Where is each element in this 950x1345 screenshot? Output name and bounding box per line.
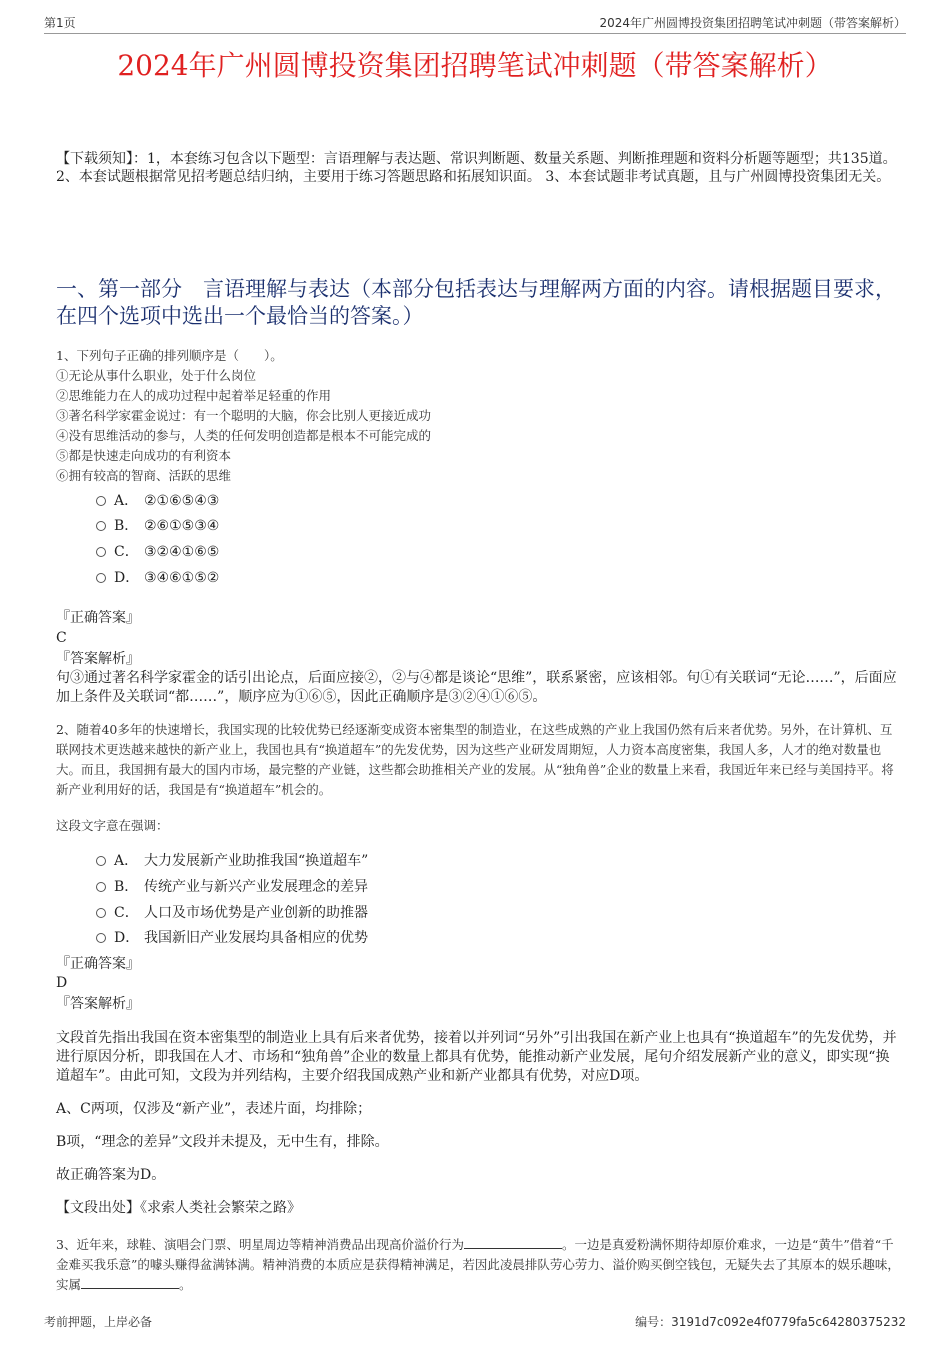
header-page-number: 第1页 [44, 16, 76, 30]
radio-icon[interactable] [96, 496, 106, 506]
page-title: 2024年广州圆博投资集团招聘笔试冲刺题（带答案解析） [117, 49, 833, 82]
radio-icon[interactable] [96, 882, 106, 892]
q2-answer-label: 『正确答案』 [56, 956, 140, 972]
q1-option-b[interactable]: B． ②⑥①⑤③④ [96, 516, 219, 536]
radio-icon[interactable] [96, 547, 106, 557]
fill-blank[interactable] [464, 1236, 562, 1249]
q1-sentence: ⑤都是快速走向成功的有利资本 [56, 448, 232, 463]
q2-analysis-label: 『答案解析』 [56, 996, 140, 1012]
q2-analysis: 文段首先指出我国在资本密集型的制造业上具有后来者优势，接着以并列词“另外”引出我国在新产业上也具有“换道超车”的先发优势，并进行原因分析，即我国在人才、市场和“独角兽”企业的数量上都具有优势，能推动新产业发展，尾句介绍发展新产业的意义，即实现“换道超车”。由此可知，文段为并列结构，主要介绍我国成熟产业和新产业都具有优势，对应D项。 [56, 1030, 897, 1084]
q2-note-a: A、C两项，仅涉及“新产业”，表述片面，均排除； [56, 1101, 372, 1117]
q2-note-b: B项，“理念的差异”文段并未提及，无中生有，排除。 [56, 1134, 389, 1150]
download-notice: 【下载须知】：1，本套练习包含以下题型：言语理解与表达题、常识判断题、数量关系题、判断推理题和资料分析题等题型；共135道。 2、本套试题根据常见招考题总结归纳，主要用于练习答题思路和拓展知识面。 3、本套试题非考试真题，且与广州圆博投资集团无关。 [56, 151, 897, 185]
q1-answer: C [56, 630, 67, 646]
radio-icon[interactable] [96, 573, 106, 583]
q1-option-d[interactable]: D． ③④⑥①⑤② [96, 568, 219, 588]
header-document-title: 2024年广州圆博投资集团招聘笔试冲刺题（带答案解析） [599, 16, 906, 30]
q2-stem: 2、随着40多年的快速增长，我国实现的比较优势已经逐渐变成资本密集型的制造业，在这些成熟的产业上我国仍然有后来者优势。另外，在计算机、互联网技术更迭越来越快的新产业上，我国也具有“换道超车”的先发优势，因为这些产业研发周期短，人力资本高度密集，我国人多，人才的绝对数量也大。而且，我国拥有最大的国内市场，最完整的产业链，这些都会助推相关产业的发展。从“独角兽”企业的数量上来看，我国近年来已经与美国持平。将新产业利用好的话，我国是有“换道超车”机会的。 [56, 722, 894, 797]
radio-icon[interactable] [96, 521, 106, 531]
q1-sentence: ③著名科学家霍金说过：有一个聪明的大脑，你会比别人更接近成功 [56, 408, 432, 423]
q1-option-c[interactable]: C． ③②④①⑥⑤ [96, 542, 219, 562]
q1-analysis-label: 『答案解析』 [56, 651, 140, 667]
radio-icon[interactable] [96, 908, 106, 918]
q2-prompt: 这段文字意在强调： [56, 818, 169, 833]
q2-source: 【文段出处】《求索人类社会繁荣之路》 [56, 1200, 301, 1216]
q2-conclusion: 故正确答案为D。 [56, 1167, 166, 1183]
q1-sentence: ④没有思维活动的参与，人类的任何发明创造都是根本不可能完成的 [56, 428, 432, 443]
q1-analysis: 句③通过著名科学家霍金的话引出论点，后面应接②，②与④都是谈论“思维”，联系紧密，应该相邻。句①有关联词“无论……”，后面应加上条件及关联词“都……”，顺序应为①⑥⑤，因此正确顺序是③②④①⑥⑤。 [56, 670, 897, 705]
radio-icon[interactable] [96, 933, 106, 943]
q1-stem: 1、下列句子正确的排列顺序是（ ）。 [56, 348, 283, 363]
fill-blank[interactable] [81, 1276, 179, 1289]
q1-answer-label: 『正确答案』 [56, 610, 140, 626]
q2-option-b[interactable]: B． 传统产业与新兴产业发展理念的差异 [96, 877, 368, 897]
q3-stem: 3、近年来，球鞋、演唱会门票、明星周边等精神消费品出现高价溢价行为 。一边是真爱粉满怀期待却原价难求，一边是“黄牛”借着“千金难买我乐意”的噱头赚得盆满钵满。精神消费的本质应是获得精神满足，若因此凌晨排队劳心劳力、溢价购买倒空钱包，无疑失去了其原本的娱乐趣味，实属 。 [56, 1237, 900, 1292]
q1-sentence: ②思维能力在人的成功过程中起着举足轻重的作用 [56, 388, 332, 403]
section-heading: 一、第一部分 言语理解与表达（本部分包括表达与理解两方面的内容。请根据题目要求，在四个选项中选出一个最恰当的答案。） [56, 277, 896, 328]
q2-option-a[interactable]: A． 大力发展新产业助推我国“换道超车” [96, 851, 368, 871]
q2-option-c[interactable]: C． 人口及市场优势是产业创新的助推器 [96, 903, 368, 923]
header-divider [44, 33, 906, 34]
q1-sentence: ⑥拥有较高的智商、活跃的思维 [56, 468, 232, 483]
radio-icon[interactable] [96, 856, 106, 866]
q2-answer: D [56, 975, 68, 991]
footer-doc-id: 编号：3191d7c092e4f0779fa5c64280375232 [635, 1315, 906, 1329]
footer-slogan: 考前押题，上岸必备 [44, 1315, 153, 1329]
q1-option-a[interactable]: A． ②①⑥⑤④③ [96, 491, 219, 511]
q2-option-d[interactable]: D． 我国新旧产业发展均具备相应的优势 [96, 928, 368, 948]
q1-sentence: ①无论从事什么职业，处于什么岗位 [56, 368, 257, 383]
